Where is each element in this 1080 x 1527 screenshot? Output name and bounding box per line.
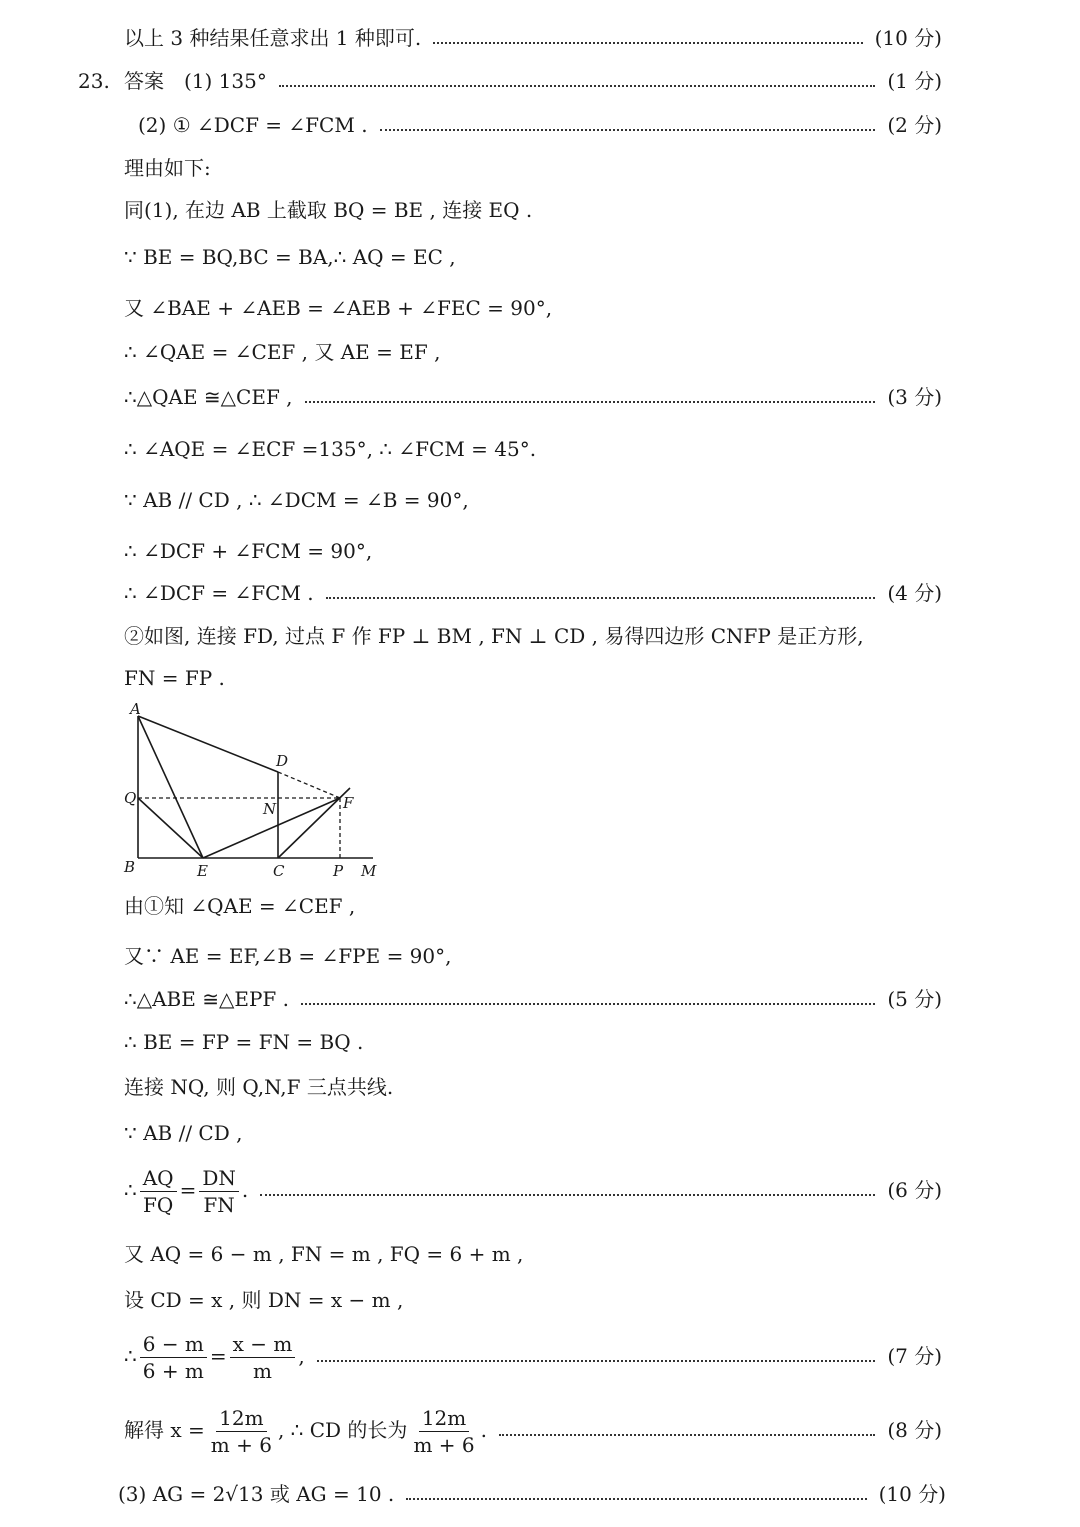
leader-dots [499, 1432, 875, 1436]
line-14: ②如图, 连接 FD, 过点 F 作 FP ⊥ BM , FN ⊥ CD , 易得四边形 CNFP 是正方形, [124, 624, 864, 648]
segment-df-dashed [278, 772, 340, 798]
leader-dots [317, 1358, 876, 1362]
line-11: ∵ AB // CD , ∴ ∠DCM = ∠B = 90°, [124, 488, 469, 512]
label-b: B [124, 858, 136, 876]
fraction: $\frac{6 - m}{6 + m}$ [140, 1331, 207, 1384]
label-n: N [263, 800, 277, 818]
line-17: 又∵ AE = EF,∠B = ∠FPE = 90°, [124, 944, 452, 968]
label-m: M [361, 862, 377, 880]
leader-dots [433, 40, 862, 44]
fraction: $\frac{DN}{FN}$ [199, 1165, 239, 1218]
score: (3 分) [887, 385, 942, 409]
label-p: P [333, 862, 344, 880]
line-1: 以上 3 种结果任意求出 1 种即可. (10 分) [124, 26, 942, 50]
leader-dots [301, 1001, 875, 1005]
score: (4 分) [887, 581, 942, 605]
line-4: 理由如下: [124, 156, 211, 180]
line-23: 又 AQ = 6 − m , FN = m , FQ = 6 + m , [124, 1242, 524, 1266]
label-a: A [130, 700, 141, 718]
label-c: C [273, 862, 285, 880]
geometry-figure [118, 698, 388, 886]
line-18: ∴△ABE ≅△EPF . (5 分) [124, 987, 942, 1011]
score: (8 分) [887, 1418, 942, 1442]
line-27: (3) AG = 2√13 或 AG = 10 . (10 分) [118, 1482, 946, 1506]
score: (6 分) [887, 1178, 942, 1202]
label-e: E [197, 862, 208, 880]
fraction: $\frac{x - m}{m}$ [230, 1331, 296, 1384]
line-21: ∵ AB // CD , [124, 1121, 243, 1145]
line-26: 解得 x = $\frac{12m}{m + 6}$ , ∴ CD 的长为 $\frac{12m}{m + 6}$ . (8 分) [124, 1400, 942, 1460]
label-f: F [343, 794, 354, 812]
line-10: ∴ ∠AQE = ∠ECF =135°, ∴ ∠FCM = 45°. [124, 437, 537, 461]
leader-dots [279, 83, 875, 87]
label-d: D [276, 752, 289, 770]
leader-dots [260, 1192, 875, 1196]
score: (5 分) [887, 987, 942, 1011]
fraction: $\frac{AQ}{FQ}$ [140, 1165, 177, 1218]
line-22: ∴ $\frac{AQ}{FQ}$ = $\frac{DN}{FN}$ . (6 分) [124, 1160, 942, 1220]
line-6: ∵ BE = BQ,BC = BA,∴ AQ = EC , [124, 245, 456, 269]
score: (1 分) [887, 69, 942, 93]
line-15: FN = FP . [124, 666, 225, 690]
line-7: 又 ∠BAE + ∠AEB = ∠AEB + ∠FEC = 90°, [124, 296, 553, 320]
segment-qe [138, 798, 203, 858]
line-9: ∴△QAE ≅△CEF , (3 分) [124, 385, 942, 409]
fraction: $\frac{12m}{m + 6}$ [210, 1406, 272, 1457]
score: (7 分) [887, 1344, 942, 1368]
line-8: ∴ ∠QAE = ∠CEF , 又 AE = EF , [124, 340, 441, 364]
leader-dots [326, 595, 876, 599]
line-3: (2) ① ∠DCF = ∠FCM . (2 分) [138, 113, 942, 137]
line-20: 连接 NQ, 则 Q,N,F 三点共线. [124, 1075, 394, 1099]
leader-dots [305, 399, 876, 403]
line-24: 设 CD = x , 则 DN = x − m , [124, 1288, 404, 1312]
question-number: 23. [78, 69, 110, 93]
score: (10 分) [878, 1482, 946, 1506]
leader-dots [380, 127, 876, 131]
line-2: 答案 (1) 135° (1 分) [124, 69, 942, 93]
label-q: Q [124, 789, 137, 807]
line-12: ∴ ∠DCF + ∠FCM = 90°, [124, 539, 373, 563]
score: (10 分) [874, 26, 942, 50]
line-13: ∴ ∠DCF = ∠FCM . (4 分) [124, 581, 942, 605]
line-25: ∴ $\frac{6 - m}{6 + m}$ = $\frac{x - m}{m}$ , (7 分) [124, 1326, 942, 1386]
score: (2 分) [887, 113, 942, 137]
leader-dots [406, 1496, 866, 1500]
line-5: 同(1), 在边 AB 上截取 BQ = BE , 连接 EQ . [124, 198, 533, 222]
fraction: $\frac{12m}{m + 6}$ [413, 1406, 475, 1457]
line-16: 由①知 ∠QAE = ∠CEF , [124, 894, 356, 918]
line-19: ∴ BE = FP = FN = BQ . [124, 1030, 364, 1054]
